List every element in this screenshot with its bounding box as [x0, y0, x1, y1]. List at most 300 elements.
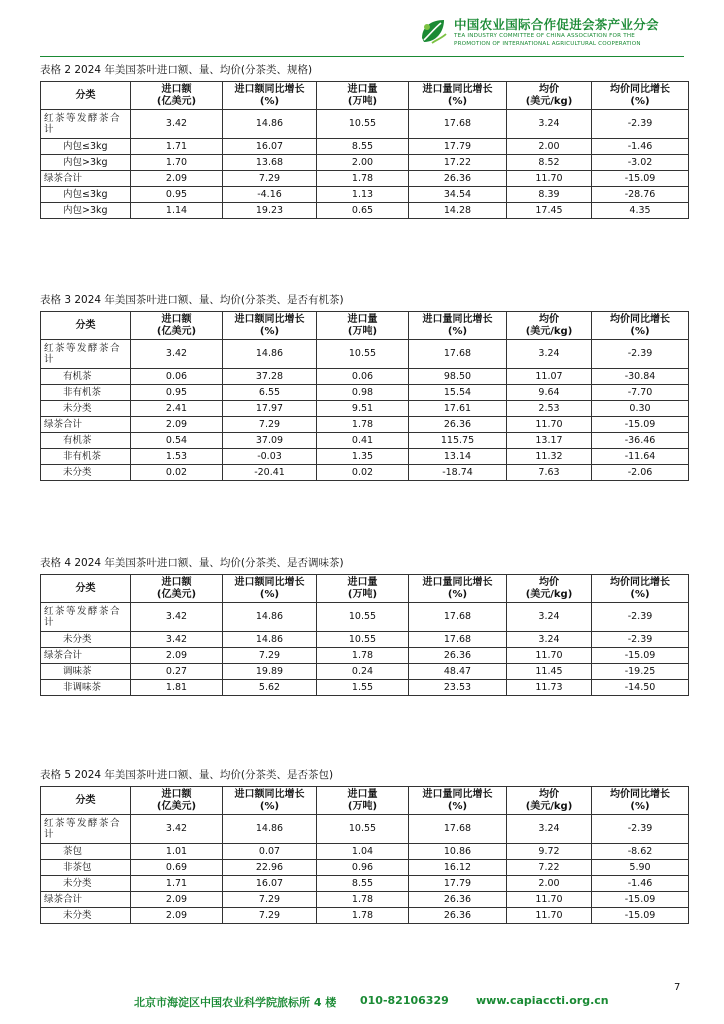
value-cell: 0.02 — [131, 465, 223, 481]
value-cell: 1.55 — [317, 680, 409, 696]
table-row — [41, 171, 689, 187]
table-row — [41, 401, 689, 417]
column-header-unit: (%) — [259, 325, 280, 337]
value-cell: 2.00 — [507, 139, 592, 155]
table-section-3 — [40, 292, 688, 481]
footer-website: www.capiaccti.org.cn — [476, 994, 609, 1007]
value-cell: 14.86 — [223, 603, 317, 632]
value-cell: 3.24 — [507, 110, 592, 139]
column-header — [409, 312, 507, 340]
value-cell: 7.29 — [223, 908, 317, 924]
value-cell: 0.30 — [592, 401, 689, 417]
table-caption: 表格 3 2024 年美国茶叶进口额、量、均价(分茶类、是否有机茶) — [40, 294, 344, 306]
value-cell: 26.36 — [409, 908, 507, 924]
table-section-5 — [40, 767, 688, 924]
value-cell: 13.17 — [507, 433, 592, 449]
value-cell: 11.73 — [507, 680, 592, 696]
value-cell: -30.84 — [592, 369, 689, 385]
table-row — [41, 844, 689, 860]
value-cell: 26.36 — [409, 171, 507, 187]
table-row — [41, 340, 689, 369]
column-header — [131, 82, 223, 110]
category-cell: 非茶包 — [41, 860, 131, 876]
value-cell: 3.42 — [131, 603, 223, 632]
page-number: 7 — [674, 982, 681, 993]
table-row — [41, 449, 689, 465]
value-cell: 2.09 — [131, 892, 223, 908]
value-cell: -2.39 — [592, 815, 689, 844]
category-cell: 内包>3kg — [41, 155, 131, 171]
column-header-unit: (%) — [259, 588, 280, 600]
value-cell: 1.14 — [131, 203, 223, 219]
category-cell: 绿茶合计 — [41, 171, 131, 187]
value-cell: 2.00 — [317, 155, 409, 171]
column-header-unit: (%) — [259, 95, 280, 107]
value-cell: -20.41 — [223, 465, 317, 481]
category-cell: 有机茶 — [41, 369, 131, 385]
table-row — [41, 860, 689, 876]
column-header — [409, 575, 507, 603]
value-cell: 11.70 — [507, 908, 592, 924]
value-cell: 14.86 — [223, 340, 317, 369]
value-cell: 14.86 — [223, 110, 317, 139]
category-cell: 非有机茶 — [41, 385, 131, 401]
value-cell: -15.09 — [592, 648, 689, 664]
value-cell: 17.45 — [507, 203, 592, 219]
value-cell: 3.24 — [507, 340, 592, 369]
value-cell: 3.42 — [131, 632, 223, 648]
value-cell: 0.27 — [131, 664, 223, 680]
value-cell: 3.42 — [131, 815, 223, 844]
value-cell: 37.09 — [223, 433, 317, 449]
category-cell: 未分类 — [41, 908, 131, 924]
category-cell: 非有机茶 — [41, 449, 131, 465]
value-cell: 17.68 — [409, 340, 507, 369]
value-cell: 19.23 — [223, 203, 317, 219]
table-header-row — [41, 787, 689, 815]
column-header-title: 分类 — [75, 794, 96, 806]
column-header — [223, 312, 317, 340]
table-row — [41, 417, 689, 433]
column-header-title: 进口量 — [347, 788, 378, 800]
column-header — [131, 575, 223, 603]
value-cell: 3.42 — [131, 340, 223, 369]
table-caption: 表格 2 2024 年美国茶叶进口额、量、均价(分茶类、规格) — [40, 64, 313, 76]
column-header-unit: (美元/kg) — [525, 325, 573, 337]
column-header-title: 进口额同比增长 — [234, 83, 305, 95]
value-cell: 8.52 — [507, 155, 592, 171]
value-cell: 0.95 — [131, 385, 223, 401]
value-cell: 3.42 — [131, 110, 223, 139]
column-header — [131, 312, 223, 340]
value-cell: 0.06 — [131, 369, 223, 385]
table-header-row — [41, 312, 689, 340]
column-header-unit: (美元/kg) — [525, 95, 573, 107]
column-header-title: 进口量 — [347, 576, 378, 588]
column-header-title: 进口额同比增长 — [234, 576, 305, 588]
table-section-2 — [40, 62, 688, 219]
value-cell: 6.55 — [223, 385, 317, 401]
category-cell: 未分类 — [41, 401, 131, 417]
table-row — [41, 648, 689, 664]
value-cell: 0.02 — [317, 465, 409, 481]
column-header — [41, 575, 131, 603]
column-header-title: 进口量同比增长 — [422, 788, 493, 800]
org-name-en-line1: TEA INDUSTRY COMMITTEE OF CHINA ASSOCIATION FOR THE — [454, 33, 635, 39]
table-row — [41, 187, 689, 203]
column-header — [223, 787, 317, 815]
column-header-title: 均价 — [539, 83, 559, 95]
category-cell: 未分类 — [41, 465, 131, 481]
table-row — [41, 664, 689, 680]
column-header-unit: (亿美元) — [156, 588, 197, 600]
value-cell: 10.86 — [409, 844, 507, 860]
category-cell: 绿茶合计 — [41, 892, 131, 908]
value-cell: -2.39 — [592, 603, 689, 632]
value-cell: 17.68 — [409, 815, 507, 844]
value-cell: 48.47 — [409, 664, 507, 680]
value-cell: 3.24 — [507, 632, 592, 648]
value-cell: 34.54 — [409, 187, 507, 203]
column-header-unit: (%) — [447, 325, 468, 337]
page-header — [0, 0, 724, 60]
category-cell: 内包≤3kg — [41, 139, 131, 155]
value-cell: 14.86 — [223, 815, 317, 844]
value-cell: 0.06 — [317, 369, 409, 385]
value-cell: 11.45 — [507, 664, 592, 680]
value-cell: 22.96 — [223, 860, 317, 876]
column-header-unit: (万吨) — [347, 325, 378, 337]
table-row — [41, 433, 689, 449]
column-header-unit: (%) — [630, 588, 650, 600]
value-cell: 11.70 — [507, 648, 592, 664]
value-cell: 1.35 — [317, 449, 409, 465]
org-name-en-line2: PROMOTION OF INTERNATIONAL AGRICULTURAL COOPERATION — [454, 41, 641, 47]
column-header — [507, 82, 592, 110]
category-cell: 非调味茶 — [41, 680, 131, 696]
column-header — [317, 312, 409, 340]
category-cell: 红茶等发酵茶合计 — [41, 110, 131, 139]
column-header-title: 均价同比增长 — [610, 788, 670, 800]
value-cell: 7.29 — [223, 648, 317, 664]
column-header-unit: (%) — [259, 800, 280, 812]
value-cell: -15.09 — [592, 908, 689, 924]
column-header — [41, 82, 131, 110]
value-cell: -14.50 — [592, 680, 689, 696]
value-cell: 11.70 — [507, 171, 592, 187]
column-header-title: 均价同比增长 — [610, 83, 670, 95]
column-header-title: 均价 — [539, 576, 559, 588]
column-header — [592, 575, 689, 603]
org-name-en — [454, 32, 641, 48]
value-cell: 16.07 — [223, 139, 317, 155]
value-cell: 1.04 — [317, 844, 409, 860]
value-cell: 9.51 — [317, 401, 409, 417]
column-header-title: 进口量 — [347, 313, 378, 325]
value-cell: 11.70 — [507, 892, 592, 908]
data-table — [40, 574, 689, 696]
column-header-unit: (亿美元) — [156, 95, 197, 107]
column-header-title: 进口量同比增长 — [422, 83, 493, 95]
column-header — [223, 575, 317, 603]
footer-phone: 010-82106329 — [360, 994, 449, 1007]
column-header-title: 均价 — [539, 788, 559, 800]
value-cell: -8.62 — [592, 844, 689, 860]
column-header-unit: (%) — [447, 588, 468, 600]
value-cell: 26.36 — [409, 648, 507, 664]
column-header — [41, 312, 131, 340]
value-cell: 7.29 — [223, 171, 317, 187]
column-header-title: 均价同比增长 — [610, 576, 670, 588]
value-cell: 2.09 — [131, 648, 223, 664]
value-cell: -15.09 — [592, 417, 689, 433]
value-cell: 10.55 — [317, 632, 409, 648]
category-cell: 红茶等发酵茶合计 — [41, 603, 131, 632]
value-cell: -11.64 — [592, 449, 689, 465]
column-header — [317, 575, 409, 603]
value-cell: 10.55 — [317, 815, 409, 844]
value-cell: -1.46 — [592, 139, 689, 155]
value-cell: 0.98 — [317, 385, 409, 401]
table-row — [41, 110, 689, 139]
table-row — [41, 815, 689, 844]
tea-leaf-logo-icon — [418, 16, 448, 46]
table-caption: 表格 5 2024 年美国茶叶进口额、量、均价(分茶类、是否茶包) — [40, 769, 334, 781]
value-cell: 7.22 — [507, 860, 592, 876]
column-header-title: 进口额 — [161, 788, 192, 800]
value-cell: 17.61 — [409, 401, 507, 417]
value-cell: 9.72 — [507, 844, 592, 860]
category-cell: 内包>3kg — [41, 203, 131, 219]
table-row — [41, 465, 689, 481]
value-cell: 16.07 — [223, 876, 317, 892]
column-header — [317, 787, 409, 815]
table-row — [41, 908, 689, 924]
value-cell: 17.68 — [409, 603, 507, 632]
value-cell: 1.70 — [131, 155, 223, 171]
value-cell: 0.24 — [317, 664, 409, 680]
value-cell: 3.24 — [507, 603, 592, 632]
column-header — [409, 787, 507, 815]
column-header-title: 进口额同比增长 — [234, 788, 305, 800]
value-cell: -18.74 — [409, 465, 507, 481]
column-header-title: 进口额同比增长 — [234, 313, 305, 325]
value-cell: 9.64 — [507, 385, 592, 401]
value-cell: 13.68 — [223, 155, 317, 171]
value-cell: 7.29 — [223, 417, 317, 433]
value-cell: 8.39 — [507, 187, 592, 203]
value-cell: 1.13 — [317, 187, 409, 203]
value-cell: 1.81 — [131, 680, 223, 696]
value-cell: 4.35 — [592, 203, 689, 219]
value-cell: 115.75 — [409, 433, 507, 449]
org-name-cn: 中国农业国际合作促进会茶产业分会 — [454, 17, 659, 32]
value-cell: 98.50 — [409, 369, 507, 385]
value-cell: 2.09 — [131, 908, 223, 924]
footer-address: 北京市海淀区中国农业科学院旅标所 4 楼 — [134, 996, 337, 1009]
value-cell: 3.24 — [507, 815, 592, 844]
value-cell: 0.41 — [317, 433, 409, 449]
value-cell: 0.96 — [317, 860, 409, 876]
category-cell: 调味茶 — [41, 664, 131, 680]
value-cell: 13.14 — [409, 449, 507, 465]
column-header-title: 进口量 — [347, 83, 378, 95]
column-header-unit: (%) — [630, 800, 650, 812]
category-cell: 未分类 — [41, 876, 131, 892]
value-cell: 11.07 — [507, 369, 592, 385]
value-cell: 5.90 — [592, 860, 689, 876]
column-header-title: 进口额 — [161, 313, 192, 325]
column-header-title: 进口量同比增长 — [422, 313, 493, 325]
column-header — [507, 787, 592, 815]
value-cell: 2.09 — [131, 171, 223, 187]
value-cell: -15.09 — [592, 171, 689, 187]
column-header — [592, 312, 689, 340]
table-row — [41, 632, 689, 648]
table-row — [41, 203, 689, 219]
value-cell: -2.39 — [592, 340, 689, 369]
data-table — [40, 786, 689, 924]
column-header-unit: (%) — [447, 800, 468, 812]
value-cell: 10.55 — [317, 340, 409, 369]
column-header-unit: (美元/kg) — [525, 588, 573, 600]
column-header-title: 均价 — [539, 313, 559, 325]
table-header-row — [41, 575, 689, 603]
value-cell: 7.63 — [507, 465, 592, 481]
column-header-unit: (%) — [447, 95, 468, 107]
value-cell: 14.86 — [223, 632, 317, 648]
value-cell: 1.78 — [317, 417, 409, 433]
column-header — [223, 82, 317, 110]
category-cell: 内包≤3kg — [41, 187, 131, 203]
column-header — [507, 575, 592, 603]
table-row — [41, 892, 689, 908]
value-cell: 0.69 — [131, 860, 223, 876]
value-cell: -3.02 — [592, 155, 689, 171]
value-cell: -1.46 — [592, 876, 689, 892]
column-header-unit: (亿美元) — [156, 325, 197, 337]
value-cell: -7.70 — [592, 385, 689, 401]
value-cell: 17.79 — [409, 139, 507, 155]
header-divider — [40, 56, 684, 57]
value-cell: 17.79 — [409, 876, 507, 892]
value-cell: -19.25 — [592, 664, 689, 680]
value-cell: 1.71 — [131, 876, 223, 892]
value-cell: 0.54 — [131, 433, 223, 449]
value-cell: 17.68 — [409, 110, 507, 139]
category-cell: 绿茶合计 — [41, 417, 131, 433]
value-cell: 1.71 — [131, 139, 223, 155]
value-cell: 17.97 — [223, 401, 317, 417]
value-cell: 1.78 — [317, 648, 409, 664]
value-cell: 2.00 — [507, 876, 592, 892]
value-cell: 8.55 — [317, 139, 409, 155]
value-cell: -2.39 — [592, 632, 689, 648]
table-caption: 表格 4 2024 年美国茶叶进口额、量、均价(分茶类、是否调味茶) — [40, 557, 344, 569]
category-cell: 茶包 — [41, 844, 131, 860]
value-cell: 17.22 — [409, 155, 507, 171]
value-cell: -15.09 — [592, 892, 689, 908]
value-cell: -2.06 — [592, 465, 689, 481]
table-row — [41, 369, 689, 385]
column-header — [131, 787, 223, 815]
value-cell: 0.65 — [317, 203, 409, 219]
column-header-unit: (%) — [630, 95, 650, 107]
category-cell: 有机茶 — [41, 433, 131, 449]
table-row — [41, 385, 689, 401]
column-header — [409, 82, 507, 110]
category-cell: 红茶等发酵茶合计 — [41, 340, 131, 369]
table-row — [41, 680, 689, 696]
table-row — [41, 876, 689, 892]
value-cell: 1.53 — [131, 449, 223, 465]
value-cell: -0.03 — [223, 449, 317, 465]
data-table — [40, 81, 689, 219]
value-cell: 8.55 — [317, 876, 409, 892]
value-cell: 16.12 — [409, 860, 507, 876]
column-header-title: 分类 — [75, 89, 96, 101]
value-cell: 10.55 — [317, 603, 409, 632]
category-cell: 绿茶合计 — [41, 648, 131, 664]
column-header-unit: (美元/kg) — [525, 800, 573, 812]
value-cell: 10.55 — [317, 110, 409, 139]
category-cell: 未分类 — [41, 632, 131, 648]
value-cell: -36.46 — [592, 433, 689, 449]
column-header-unit: (万吨) — [347, 800, 378, 812]
column-header-unit: (万吨) — [347, 588, 378, 600]
value-cell: 37.28 — [223, 369, 317, 385]
value-cell: 19.89 — [223, 664, 317, 680]
column-header-unit: (万吨) — [347, 95, 378, 107]
value-cell: 5.62 — [223, 680, 317, 696]
column-header — [507, 312, 592, 340]
column-header-title: 进口额 — [161, 576, 192, 588]
table-header-row — [41, 82, 689, 110]
column-header-title: 分类 — [75, 319, 96, 331]
column-header-unit: (%) — [630, 325, 650, 337]
table-row — [41, 155, 689, 171]
column-header — [317, 82, 409, 110]
value-cell: -28.76 — [592, 187, 689, 203]
value-cell: 26.36 — [409, 417, 507, 433]
column-header — [592, 787, 689, 815]
value-cell: 14.28 — [409, 203, 507, 219]
value-cell: 1.78 — [317, 171, 409, 187]
column-header-title: 分类 — [75, 582, 96, 594]
category-cell: 红茶等发酵茶合计 — [41, 815, 131, 844]
value-cell: 26.36 — [409, 892, 507, 908]
value-cell: 2.09 — [131, 417, 223, 433]
column-header — [592, 82, 689, 110]
value-cell: -4.16 — [223, 187, 317, 203]
value-cell: 1.01 — [131, 844, 223, 860]
value-cell: 15.54 — [409, 385, 507, 401]
data-table — [40, 311, 689, 481]
table-row — [41, 603, 689, 632]
value-cell: 1.78 — [317, 892, 409, 908]
value-cell: 0.95 — [131, 187, 223, 203]
value-cell: 11.32 — [507, 449, 592, 465]
value-cell: 1.78 — [317, 908, 409, 924]
column-header-unit: (亿美元) — [156, 800, 197, 812]
value-cell: 17.68 — [409, 632, 507, 648]
value-cell: 2.41 — [131, 401, 223, 417]
value-cell: 11.70 — [507, 417, 592, 433]
value-cell: 2.53 — [507, 401, 592, 417]
table-section-4 — [40, 555, 688, 696]
value-cell: 0.07 — [223, 844, 317, 860]
value-cell: -2.39 — [592, 110, 689, 139]
